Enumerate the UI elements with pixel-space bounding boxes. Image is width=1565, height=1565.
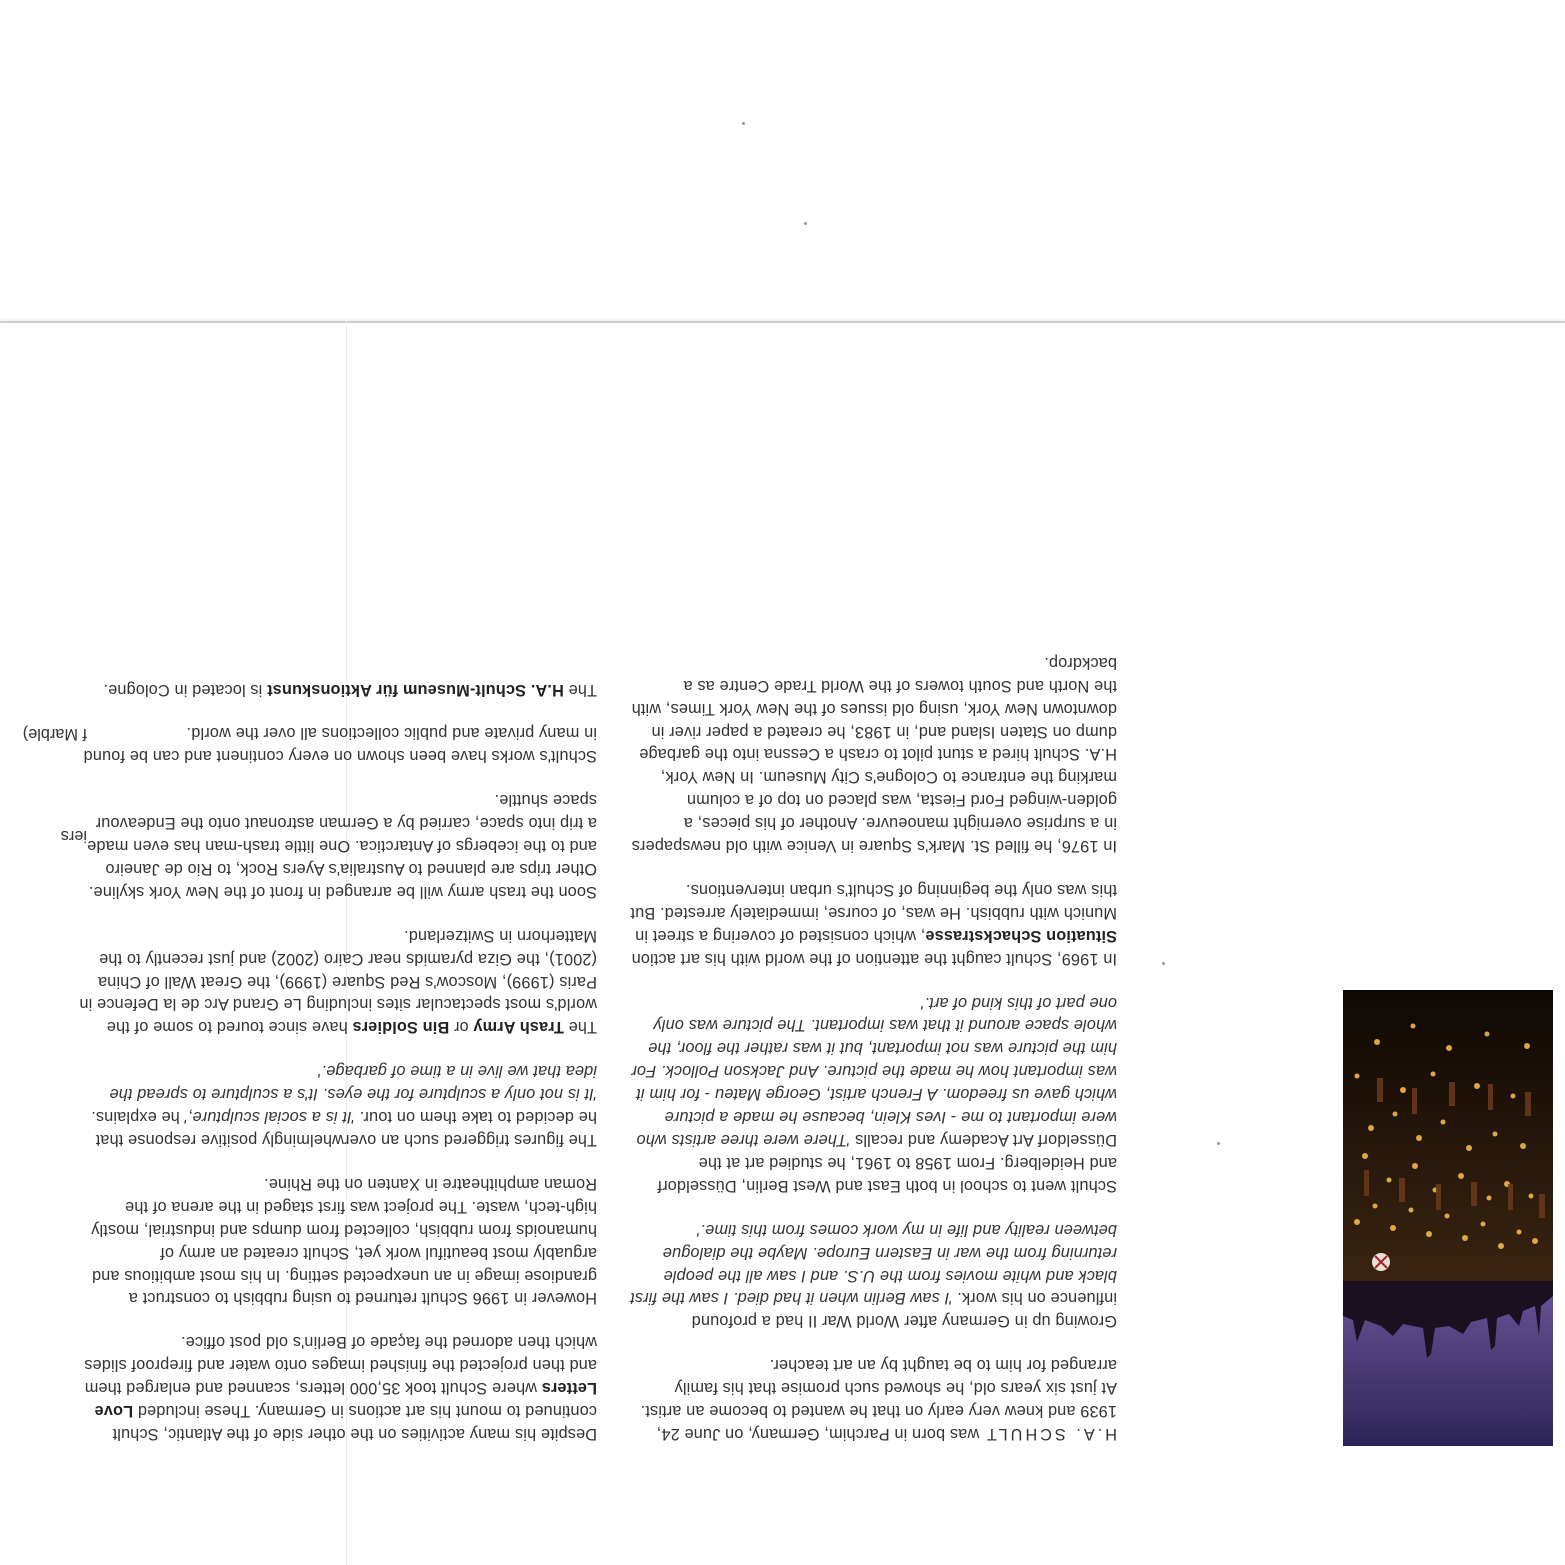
artwork-title: Love Letters xyxy=(94,1379,597,1421)
paragraph-text: was born in Parchim, Germany, on June 24, 1939 and knew very early on that he wanted to become an artist. At just six years old, he showed such promise that his family arranged for him to be taught by an art teacher. xyxy=(640,1356,1117,1443)
cut-off-text: f Marble) xyxy=(22,725,87,743)
paragraph-text: Schult's works have been shown on every continent and can be found in many private and public collections all over the world. xyxy=(83,724,597,766)
paragraph-text: or xyxy=(449,1018,474,1037)
paragraph-text: Despite his many activities on the other side of the Atlantic, Schult continued to mount his art actions in Germany. These included xyxy=(112,1402,597,1443)
paragraph-text: In 1969, Schult caught the attention of the world with his art action xyxy=(631,949,1117,968)
paragraph xyxy=(77,678,597,701)
paragraph xyxy=(77,1330,597,1445)
cut-off-text: iers xyxy=(60,827,87,845)
artwork-title: Trash Army xyxy=(473,1018,564,1037)
paragraph xyxy=(77,1059,597,1151)
paragraph-text: Schult went to school in both East and West Berlin, Düsseldorf and Heidelberg. From 1958 to 1961, he studied art at the Düsseldorf Art Academy and recalls xyxy=(657,1131,1117,1195)
paragraph-text: The figures triggered such an overwhelmingly positive response that he decided to take them on tour. xyxy=(95,1108,597,1150)
quote-text: 'There were three artists who were important to me - Ives Klein, because he made a picture which gave us freedom. A French artist, George Mateu - for him it was important how he made the picture. And Jackson Pollock. For him the picture was not important, but it was rather the floor, the whole space around it that was important. The picture was only one part of this kind of art.' xyxy=(631,993,1117,1150)
paragraph-text: In 1976, he filled St. Mark's Square in Venice with old newspapers in a surprise overnight manoeuvre. Another of his pieces, a golden-winged Ford Fiesta, was placed on top of a column marking the entrance to Cologne's City Museum. In New York, H.A. Schult hired a stunt pilot to crash a Cessna into the garbage dump on Staten Island and, in 1983, he created a paper river in downtown New York, using old issues of the New York Times, with the North and South towers of the World Trade Centre as a backdrop. xyxy=(631,653,1117,856)
paragraph-text: The xyxy=(563,680,597,699)
artwork-title: Situation Schackstrasse xyxy=(925,926,1117,945)
paragraph xyxy=(627,1218,1117,1333)
dust-speck xyxy=(1162,962,1165,965)
paragraph xyxy=(627,991,1117,1197)
paragraph-text: is located in Cologne. xyxy=(103,680,267,699)
paragraph xyxy=(627,1353,1117,1445)
paragraph xyxy=(77,1172,597,1309)
museum-name: H.A. Schult-Museum für Aktionskunst xyxy=(266,680,564,699)
paragraph-text: Growing up in Germany after World War II had a profound influence on his work. xyxy=(691,1289,1117,1331)
photo-thumbnail xyxy=(1343,990,1553,1446)
author-name: H.A. SCHULT xyxy=(983,1425,1117,1443)
quote-text: 'It is not only a sculpture for the eyes. It's a sculpture to spread the idea that we live in a time of garbage.' xyxy=(109,1062,597,1104)
dust-speck xyxy=(742,122,745,125)
paragraph-text: he explains. xyxy=(91,1108,185,1127)
paragraph xyxy=(77,924,597,1039)
paragraph xyxy=(627,878,1117,970)
paragraph-text: where Schult took 35,000 letters, scanned and enlarged them and then projected the finished images onto water and fireproof slides which then adorned the façade of Berlin's old post office. xyxy=(84,1333,597,1398)
text-column-left xyxy=(627,630,1117,1445)
quote-text: 'I saw Berlin when it had died. I saw the first black and white movies from the U.S. and I saw all the people returning from the war in Eastern Europe. Maybe the dialogue between reality and life in my work comes from this time.' xyxy=(630,1220,1117,1308)
text-column-right xyxy=(77,657,597,1445)
paragraph xyxy=(77,722,597,768)
dust-speck xyxy=(1217,1142,1220,1145)
photo-night-square-crowd-icon xyxy=(1343,990,1553,1446)
artwork-title: Bin Soldiers xyxy=(352,1018,450,1037)
paragraph-text: The xyxy=(563,1018,597,1037)
paragraph-text: However in 1996 Schult returned to using rubbish to construct a grandiose image in an unexpected setting. In his most ambitious and arguably most beautiful work yet, Schult created an army of humanoids from rubbish, collected from dumps and industrial, mostly high-tech, waste. The project was first staged in the arena of the Roman amphitheatre in Xanten on the Rhine. xyxy=(91,1174,597,1308)
dust-speck xyxy=(804,222,807,225)
paragraph-text: have since toured to some of the world's most spectacular sites including Le Grand Arc de la Defence in Paris (1999), Moscow's Red Square (1999), the Great Wall of China (2001), the Giza pyramids near Cairo (2002) and just recently to the Matterhorn in Switzerland. xyxy=(79,926,597,1037)
paragraph xyxy=(627,651,1117,857)
quote-text: 'It is a social sculpture,' xyxy=(184,1108,355,1127)
fold-line xyxy=(0,321,1565,323)
paragraph-text: , which consisted of covering a street in Munich with rubbish. He was, of course, immediately arrested. But this was only the beginning of Schult's urban interventions. xyxy=(630,880,1117,945)
paragraph-text: Soon the trash army will be arranged in front of the New York skyline. Other trips are planned to Australia's Ayers Rock, to Rio de Janeiro and to the icebergs of Antarctica. One little trash-man has even made a trip into space, carried by a German astronaut onto the Endeavour space shuttle. xyxy=(87,791,597,901)
paragraph xyxy=(77,788,597,903)
